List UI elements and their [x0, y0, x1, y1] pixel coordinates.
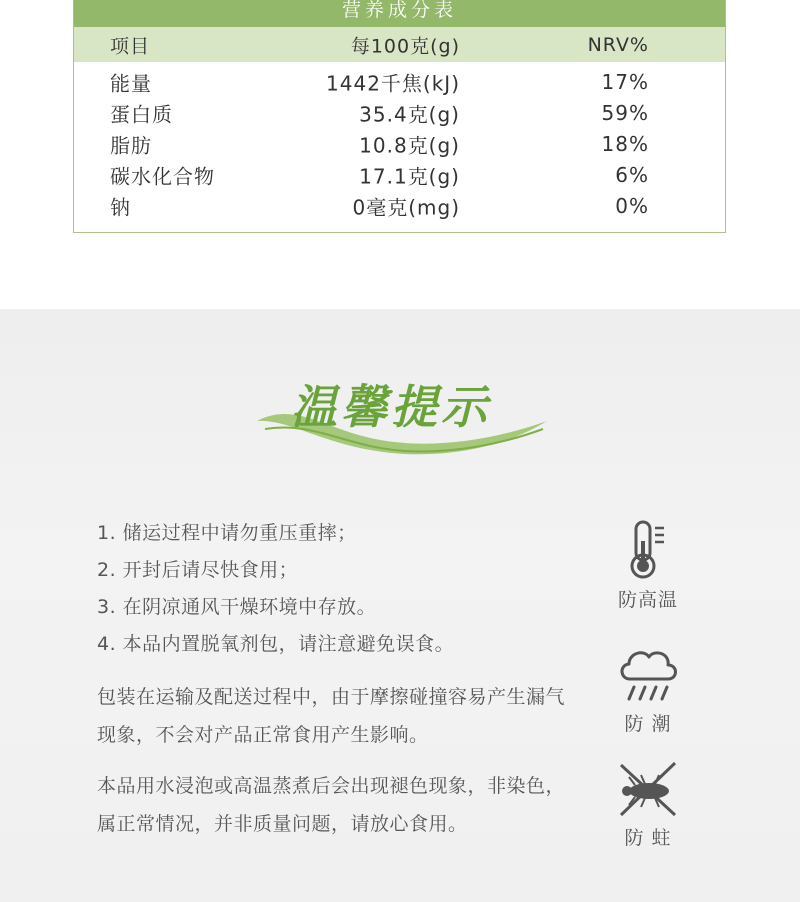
header-per100: 每100克(g) [350, 35, 460, 57]
thermometer-icon [624, 519, 672, 581]
nutrition-table-title: 营养成分表 [74, 0, 725, 27]
nutrient-nrv: 59% [601, 100, 649, 125]
nutrient-name: 碳水化合物 [110, 164, 215, 188]
nutrient-nrv: 18% [601, 131, 649, 156]
nutrient-nrv: 17% [601, 69, 649, 94]
header-nrv: NRV% [587, 33, 649, 56]
list-item: 4. 本品内置脱氧剂包，请注意避免误食。 [97, 633, 455, 655]
nutrient-nrv: 6% [615, 162, 649, 187]
nutrient-value: 10.8克(g) [359, 133, 460, 157]
nutrient-name: 钠 [110, 195, 131, 219]
list-item: 2. 开封后请尽快食用； [97, 559, 299, 581]
tips-title: 温馨提示 [291, 380, 491, 434]
nutrition-table-header [74, 27, 725, 62]
table-row [74, 66, 725, 97]
packaging-note: 包装在运输及配送过程中，由于摩擦碰撞容易产生漏气现象，不会对产品正常食用产生影响。 [97, 686, 566, 746]
icon-insect-label: 防 蛀 [624, 827, 672, 849]
nutrient-value: 0毫克(mg) [352, 195, 460, 219]
no-insect-icon [615, 759, 681, 819]
tips-section [0, 309, 800, 902]
nutrient-name: 蛋白质 [110, 102, 173, 126]
nutrient-name: 能量 [110, 71, 152, 95]
fading-note: 本品用水浸泡或高温蒸煮后会出现褪色现象，非染色，属正常情况，并非质量问题，请放心食用。 [97, 775, 566, 835]
nutrient-value: 35.4克(g) [359, 102, 460, 126]
rain-cloud-icon [616, 645, 680, 705]
list-item: 1. 储运过程中请勿重压重摔； [97, 522, 357, 544]
tips-list [97, 515, 454, 663]
nutrient-name: 脂肪 [110, 133, 152, 157]
icon-insect [606, 759, 690, 850]
nutrient-nrv: 0% [615, 193, 649, 218]
table-row [74, 190, 725, 221]
table-row [74, 159, 725, 190]
header-item: 项目 [110, 35, 151, 57]
table-row [74, 97, 725, 128]
list-item: 3. 在阴凉通风干燥环境中存放。 [97, 596, 377, 618]
icon-moisture [606, 645, 690, 736]
nutrient-value: 1442千焦(kJ) [326, 71, 460, 95]
icon-moisture-label: 防 潮 [624, 713, 672, 735]
table-row [74, 128, 725, 159]
nutrient-value: 17.1克(g) [359, 164, 460, 188]
tips-heading [255, 371, 550, 461]
icon-heat [606, 519, 690, 612]
icon-heat-label: 防高温 [617, 589, 678, 611]
nutrition-table [73, 0, 726, 233]
